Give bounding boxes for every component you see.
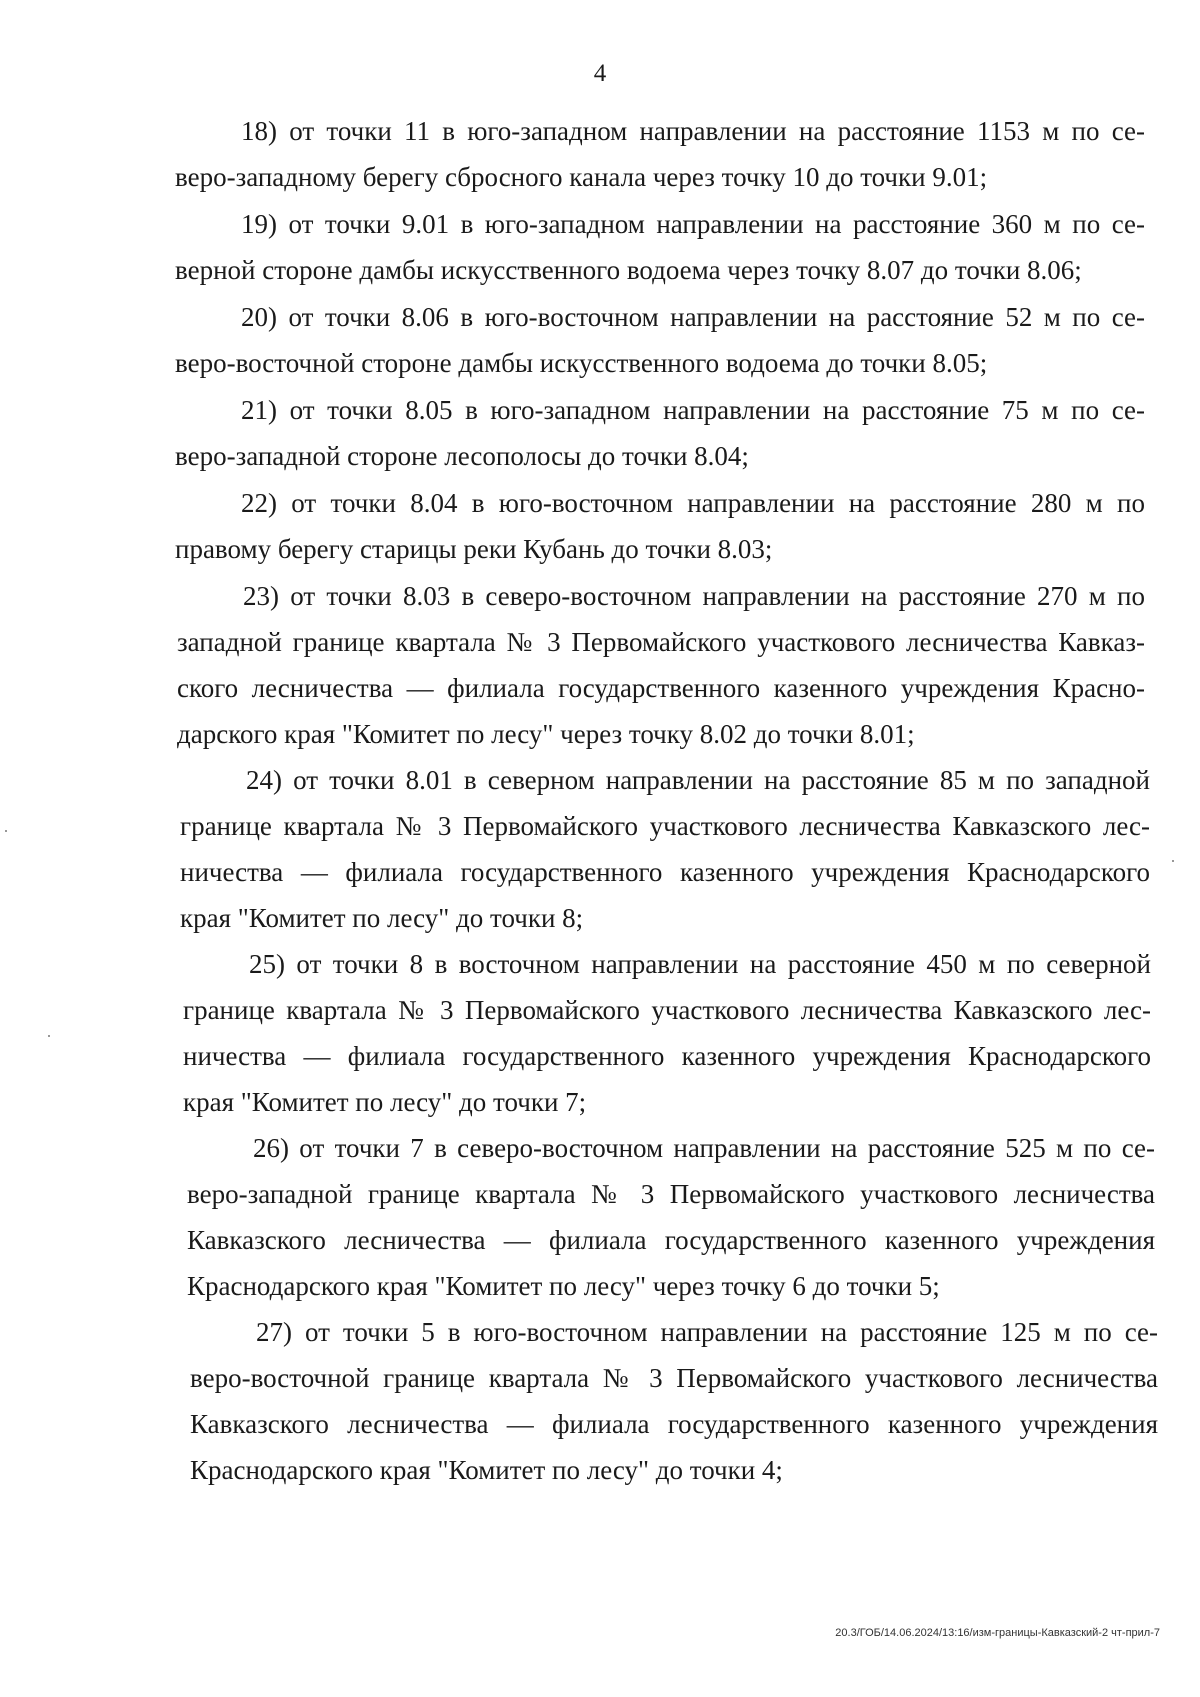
item-23-line-3: ского лесничества — филиала государственного казенного учреждения Красно- [177,673,1145,703]
item-24-line-2: границе квартала № 3 Первомайского участкового лесничества Кавказского лес- [180,811,1150,841]
item-27-line-3: Кавказского лесничества — филиала государственного казенного учреждения [190,1409,1158,1439]
item-25-line-3: ничества — филиала государственного казенного учреждения Краснодарского [183,1041,1151,1071]
scan-speck [1172,860,1174,862]
item-27-line-2: веро-восточной границе квартала № 3 Первомайского участкового лесничества [190,1363,1158,1393]
scan-speck [5,830,7,832]
item-24-line-1: 24) от точки 8.01 в северном направлении на расстояние 85 м по западной [246,765,1150,795]
item-18-line-1: 18) от точки 11 в юго-западном направлении на расстояние 1153 м по се- [241,116,1145,146]
item-23 [177,573,1145,757]
item-23-line-1: 23) от точки 8.03 в северо-восточном направлении на расстояние 270 м по [243,581,1145,611]
item-20-line-1: 20) от точки 8.06 в юго-восточном направлении на расстояние 52 м по се- [241,302,1145,332]
item-20-line-2: веро-восточной стороне дамбы искусственного водоема до точки 8.05; [175,348,988,378]
item-26-line-4: Краснодарского края "Комитет по лесу" через точку 6 до точки 5; [187,1271,940,1301]
item-27-line-4: Краснодарского края "Комитет по лесу" до точки 4; [190,1455,783,1485]
item-21-line-1: 21) от точки 8.05 в юго-западном направлении на расстояние 75 м по се- [241,395,1145,425]
item-18 [175,108,1145,200]
item-19 [175,201,1145,293]
item-25-line-4: края "Комитет по лесу" до точки 7; [183,1087,587,1117]
item-25-line-1: 25) от точки 8 в восточном направлении на расстояние 450 м по северной [249,949,1151,979]
item-26 [187,1125,1155,1309]
item-25-line-2: границе квартала № 3 Первомайского участкового лесничества Кавказского лес- [183,995,1151,1025]
item-25 [183,941,1151,1125]
item-23-line-4: дарского края "Комитет по лесу" через точку 8.02 до точки 8.01; [177,719,915,749]
item-24-line-3: ничества — филиала государственного казенного учреждения Краснодарского [180,857,1150,887]
item-21-line-2: веро-западной стороне лесополосы до точки 8.04; [175,441,749,471]
item-20 [175,294,1145,386]
document-footer-code: 20.3/ГОБ/14.06.2024/13:16/изм-границы-Кавказский-2 чт-прил-7 [835,1627,1160,1639]
item-18-line-2: веро-западному берегу сбросного канала через точку 10 до точки 9.01; [175,162,988,192]
item-26-line-1: 26) от точки 7 в северо-восточном направлении на расстояние 525 м по се- [253,1133,1155,1163]
item-26-line-3: Кавказского лесничества — филиала государственного казенного учреждения [187,1225,1155,1255]
item-21 [175,387,1145,479]
item-23-line-2: западной границе квартала № 3 Первомайского участкового лесничества Кавказ- [177,627,1145,657]
item-24-line-4: края "Комитет по лесу" до точки 8; [180,903,584,933]
item-27-line-1: 27) от точки 5 в юго-восточном направлении на расстояние 125 м по се- [256,1317,1158,1347]
item-26-line-2: веро-западной границе квартала № 3 Первомайского участкового лесничества [187,1179,1155,1209]
item-22-line-2: правому берегу старицы реки Кубань до точки 8.03; [175,534,773,564]
page-number: 4 [593,60,607,87]
item-22 [175,480,1145,572]
scan-speck [48,1035,50,1037]
item-19-line-2: верной стороне дамбы искусственного водоема через точку 8.07 до точки 8.06; [175,255,1082,285]
item-24 [180,757,1150,941]
item-27 [190,1309,1158,1493]
item-19-line-1: 19) от точки 9.01 в юго-западном направлении на расстояние 360 м по се- [241,209,1145,239]
item-22-line-1: 22) от точки 8.04 в юго-восточном направлении на расстояние 280 м по [241,488,1145,518]
